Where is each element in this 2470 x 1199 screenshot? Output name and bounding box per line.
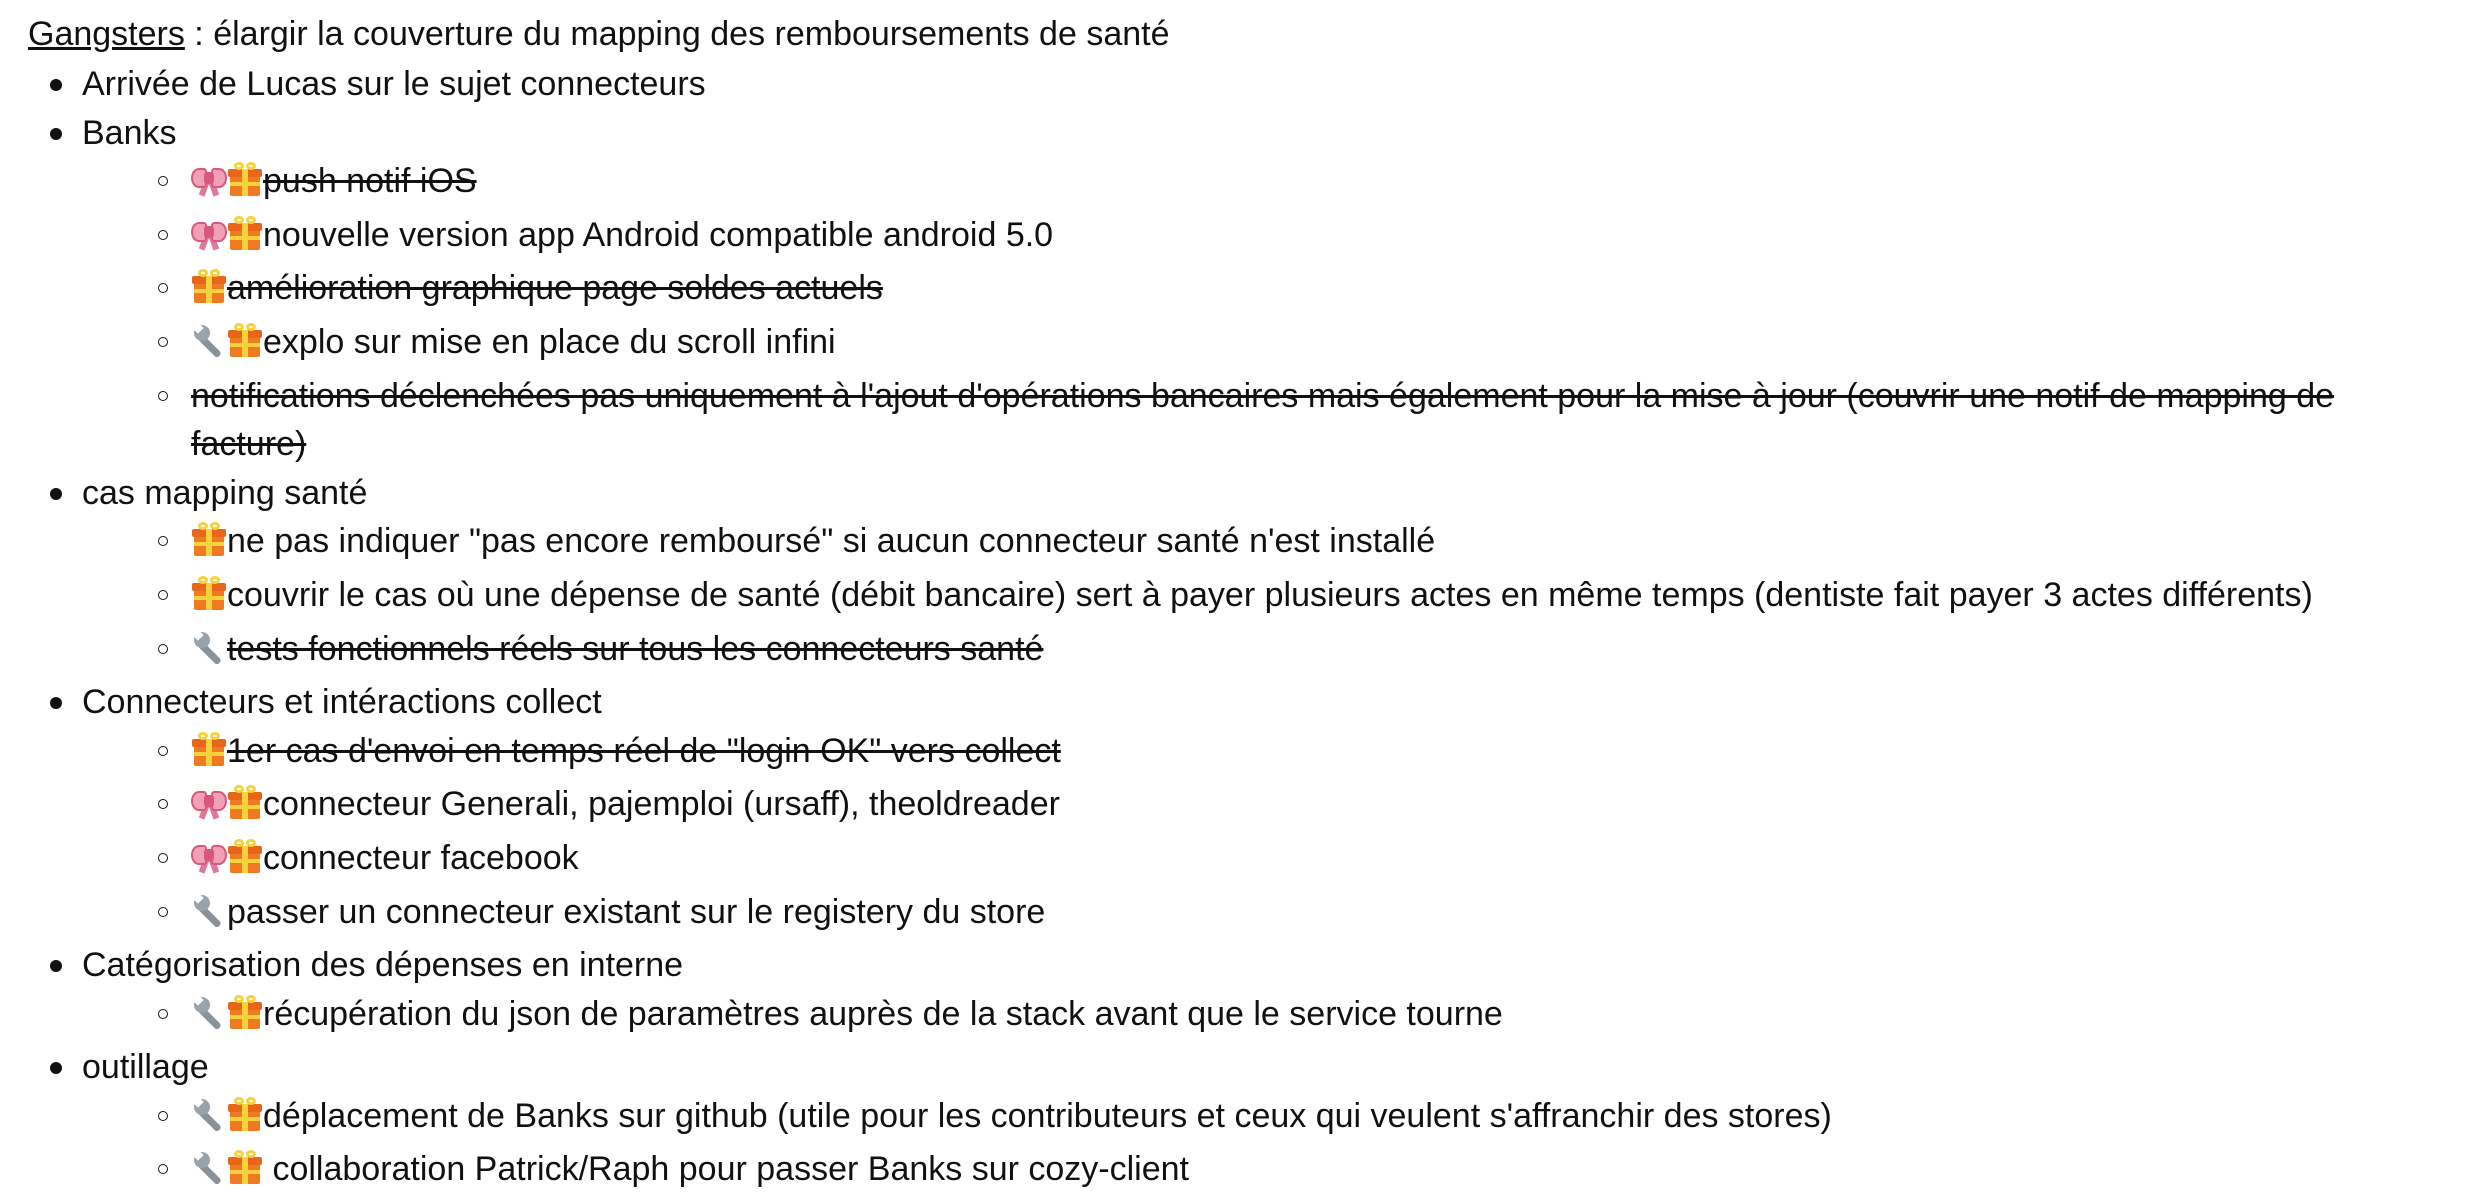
section-item xyxy=(28,678,2468,941)
item-icons xyxy=(191,995,263,1044)
section-item xyxy=(28,469,2468,678)
list-item xyxy=(82,625,2468,679)
gift-icon xyxy=(227,216,263,252)
item-icons xyxy=(191,893,227,942)
section-list xyxy=(28,60,2468,1199)
section-label: outillage xyxy=(82,1048,209,1087)
subitem-list xyxy=(82,990,2468,1044)
list-item xyxy=(82,888,2468,942)
section-label: Arrivée de Lucas sur le sujet connecteurs xyxy=(82,65,706,103)
item-text: déplacement de Banks sur github (utile pour les contributeurs et ceux qui veulent s'affranchir des stores) xyxy=(263,1096,1832,1135)
gift-icon xyxy=(227,785,263,821)
section-label: Banks xyxy=(82,113,177,152)
gift-icon xyxy=(191,522,227,558)
team-name: Gangsters xyxy=(28,15,185,53)
item-text: connecteur Generali, pajemploi (ursaff), theoldreader xyxy=(263,785,1060,824)
item-text: amélioration graphique page soldes actuels xyxy=(227,269,883,308)
gift-icon xyxy=(227,323,263,359)
item-icons xyxy=(191,1150,263,1199)
item-icons xyxy=(191,785,263,834)
list-item xyxy=(82,1092,2468,1146)
item-icons xyxy=(191,522,227,571)
section-item xyxy=(28,1043,2468,1199)
list-item xyxy=(82,834,2468,888)
list-item xyxy=(82,157,2468,211)
item-icons xyxy=(191,162,263,211)
list-item xyxy=(82,1145,2468,1199)
gift-icon xyxy=(227,839,263,875)
gift-icon xyxy=(227,162,263,198)
gift-icon xyxy=(191,576,227,612)
wrench-icon xyxy=(191,1150,227,1186)
gift-icon xyxy=(227,995,263,1031)
item-text: collaboration Patrick/Raph pour passer Banks sur cozy-client xyxy=(263,1150,1189,1189)
title-text: : élargir la couverture du mapping des remboursements de santé xyxy=(184,15,1170,53)
list-item xyxy=(82,780,2468,834)
wrench-icon xyxy=(191,323,227,359)
item-text: passer un connecteur existant sur le registery du store xyxy=(227,892,1046,931)
item-icons xyxy=(191,839,263,888)
item-text: ne pas indiquer "pas encore remboursé" si aucun connecteur santé n'est installé xyxy=(227,522,1436,561)
section-item xyxy=(28,109,2468,469)
list-item xyxy=(82,264,2468,318)
page-title xyxy=(28,12,2468,60)
ribbon-icon xyxy=(191,216,227,252)
item-text: récupération du json de paramètres auprès de la stack avant que le service tourne xyxy=(263,994,1503,1033)
list-item xyxy=(82,517,2468,571)
section-item xyxy=(28,941,2468,1043)
item-icons xyxy=(191,269,227,318)
item-text: nouvelle version app Android compatible android 5.0 xyxy=(263,215,1054,254)
item-text: notifications déclenchées pas uniquement à l'ajout d'opérations bancaires mais également pour la mise à jour (couvrir une notif de mapping de facture) xyxy=(191,376,2335,464)
item-text: explo sur mise en place du scroll infini xyxy=(263,322,836,361)
item-icons xyxy=(191,1097,263,1146)
gift-icon xyxy=(191,269,227,305)
gift-icon xyxy=(191,732,227,768)
item-icons xyxy=(191,732,227,781)
list-item xyxy=(82,571,2468,625)
wrench-icon xyxy=(191,1097,227,1133)
list-item xyxy=(82,727,2468,781)
subitem-list xyxy=(82,157,2468,469)
ribbon-icon xyxy=(191,162,227,198)
section-label: Connecteurs et intéractions collect xyxy=(82,683,602,722)
item-text: connecteur facebook xyxy=(263,838,579,877)
section-item xyxy=(28,60,2468,109)
item-text: couvrir le cas où une dépense de santé (débit bancaire) sert à payer plusieurs actes en même temps (dentiste fait payer 3 actes différents) xyxy=(227,575,2313,614)
wrench-icon xyxy=(191,630,227,666)
document xyxy=(28,12,2468,1199)
item-icons xyxy=(191,216,263,265)
list-item xyxy=(82,211,2468,265)
list-item xyxy=(82,372,2468,469)
item-text: 1er cas d'envoi en temps réel de "login OK" vers collect xyxy=(227,731,1061,770)
wrench-icon xyxy=(191,893,227,929)
subitem-list xyxy=(82,1092,2468,1199)
subitem-list xyxy=(82,727,2468,941)
item-icons xyxy=(191,576,227,625)
gift-icon xyxy=(227,1097,263,1133)
item-text: tests fonctionnels réels sur tous les connecteurs santé xyxy=(227,629,1044,668)
wrench-icon xyxy=(191,995,227,1031)
section-label: Catégorisation des dépenses en interne xyxy=(82,946,684,985)
list-item xyxy=(82,318,2468,372)
ribbon-icon xyxy=(191,839,227,875)
list-item xyxy=(82,990,2468,1044)
gift-icon xyxy=(227,1150,263,1186)
section-label: cas mapping santé xyxy=(82,473,368,512)
item-text: push notif iOS xyxy=(263,162,477,201)
item-icons xyxy=(191,630,227,679)
ribbon-icon xyxy=(191,785,227,821)
subitem-list xyxy=(82,517,2468,678)
item-icons xyxy=(191,323,263,372)
